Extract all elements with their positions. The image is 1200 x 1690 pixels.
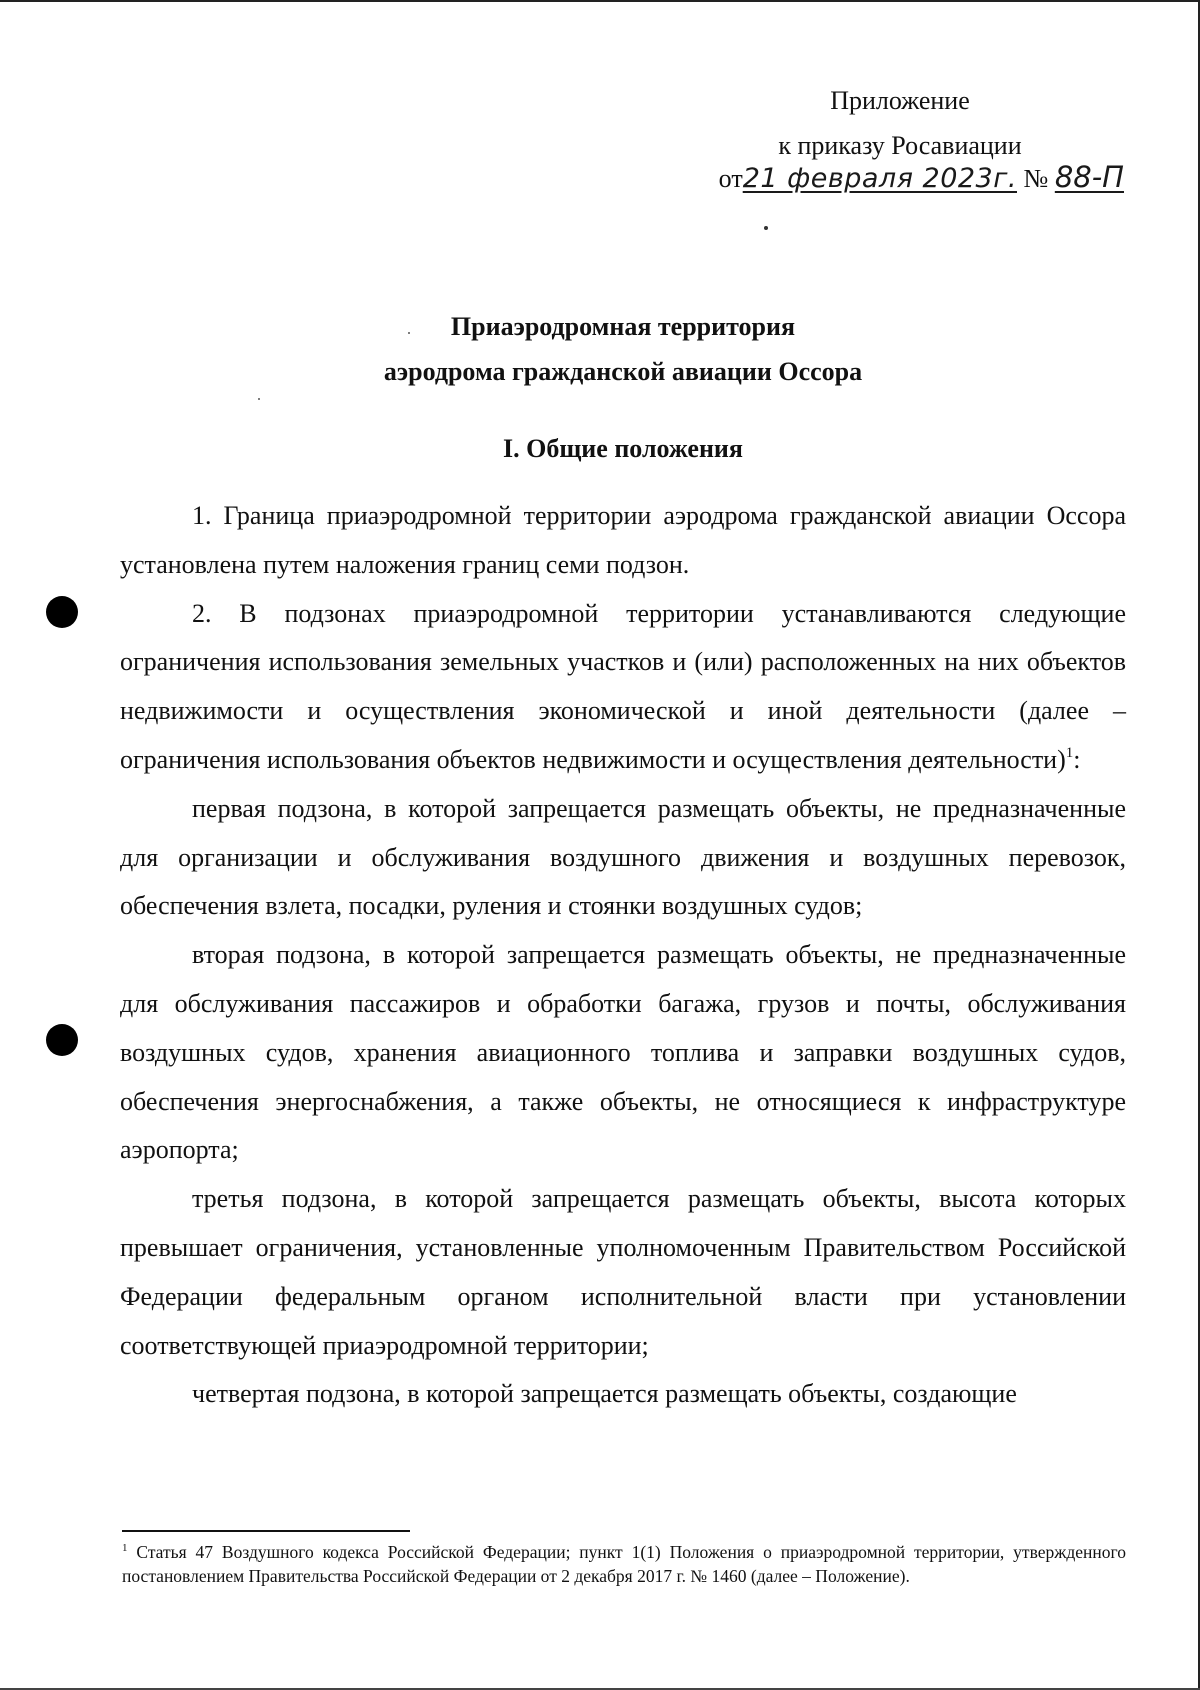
subzone-4-paragraph: четвертая подзона, в которой запрещается размещать объекты, создающие — [192, 1379, 1017, 1409]
footnote-separator — [122, 1530, 410, 1532]
footnote-number: 1 — [122, 1542, 128, 1554]
paragraph-2-text: 2. В подзонах приаэродромной территории устанавливаются следующие ограничения использования земельных участков и (или) расположенных на них объектов недвижимости и осуществления экономической и иной деятельности (далее – ограничения использования объектов недвижимости и осуществления деятельности) — [120, 598, 1126, 774]
order-reference: к приказу Росавиации — [778, 131, 1022, 160]
paragraph-2-tail: : — [1073, 744, 1081, 774]
title-line-1: Приаэродромная территория — [450, 312, 796, 341]
order-number-label: № — [1023, 164, 1049, 193]
paragraph-1: 1. Граница приаэродромной территории аэродрома гражданской авиации Оссора установлена путем наложения границ семи подзон. — [120, 501, 1126, 579]
footnote-text: Статья 47 Воздушного кодекса Российской Федерации; пункт 1(1) Положения о приаэродромной территории, утвержденного постановлением Правительства Российской Федерации от 2 декабря 2017 г. № 1460 (далее – Положение). — [122, 1542, 1126, 1586]
footnote-ref: 1 — [1065, 744, 1074, 761]
paragraph-2 — [120, 590, 1126, 785]
subzone-2-paragraph: вторая подзона, в которой запрещается размещать объекты, не предназначенные для обслуживания пассажиров и обработки багажа, грузов и почты, обслуживания воздушных судов, хранения авиационного топлива и заправки воздушных судов, обеспечения энергоснабжения, а также объекты, не относящиеся к инфраструктуре аэропорта; — [120, 940, 1126, 1165]
appendix-header — [720, 78, 1080, 168]
order-date-number — [719, 160, 1124, 194]
footnote — [122, 1540, 1126, 1588]
section-heading: I. Общие положения — [503, 434, 743, 463]
page-edge-top — [0, 0, 1200, 2]
scan-speck — [258, 398, 260, 400]
subzone-3-paragraph: третья подзона, в которой запрещается размещать объекты, высота которых превышает ограничения, установленные уполномоченным Правительством Российской Федерации федеральным органом исполнительной власти при установлении соответствующей приаэродромной территории; — [120, 1184, 1126, 1360]
order-prefix: от — [718, 164, 743, 193]
handwritten-order-number: 88-П — [1054, 160, 1124, 194]
scan-speck — [764, 226, 768, 230]
punch-hole — [46, 596, 78, 628]
subzone-1-paragraph: первая подзона, в которой запрещается размещать объекты, не предназначенные для организации и обслуживания воздушного движения и воздушных перевозок, обеспечения взлета, посадки, руления и стоянки воздушных судов; — [120, 793, 1126, 921]
punch-hole — [46, 1024, 78, 1056]
document-title — [120, 304, 1126, 394]
title-line-2: аэродрома гражданской авиации Оссора — [383, 357, 863, 386]
appendix-label: Приложение — [830, 86, 970, 115]
document-body — [120, 492, 1126, 1419]
handwritten-date: 21 февраля 2023г. — [742, 163, 1017, 194]
